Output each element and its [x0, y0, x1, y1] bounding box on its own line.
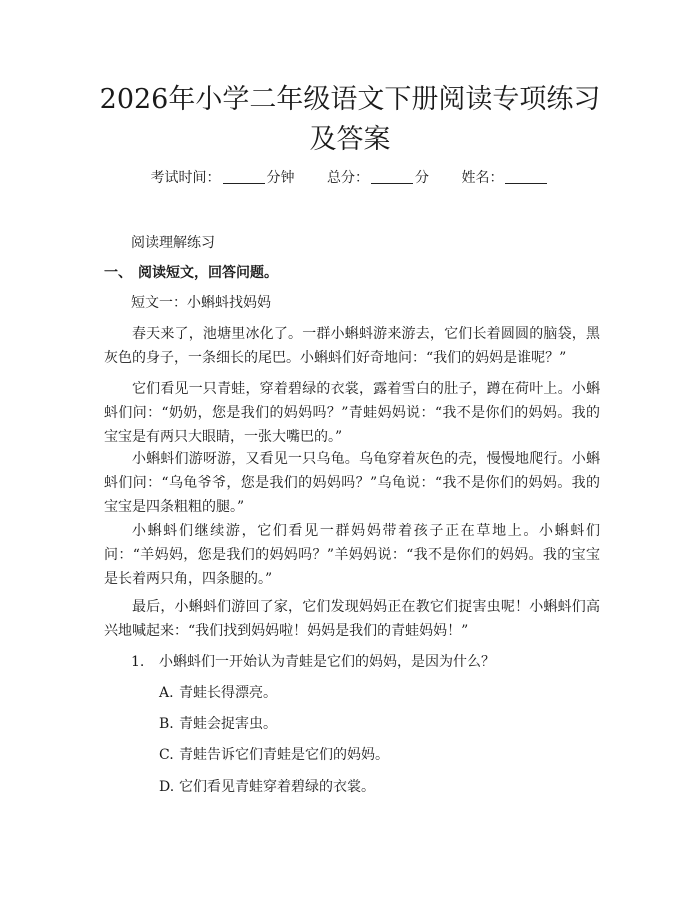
- exam-time-label: 考试时间：: [150, 170, 221, 186]
- student-name-label: 姓名：: [461, 170, 504, 186]
- answer-option-c: [159, 743, 599, 767]
- answer-option-a: [159, 681, 599, 705]
- total-score-blank: [371, 169, 413, 184]
- option-letter: B.: [159, 716, 174, 732]
- exam-time-blank: [223, 169, 265, 184]
- passage-paragraph: 小蝌蚪们游呀游，又看见一只乌龟。乌龟穿着灰色的壳，慢慢地爬行。小蝌蚪们问：“乌龟爷爷，您是我们的妈妈吗？”乌龟说：“我不是你们的妈妈。我的宝宝是四条粗粗的腿。”: [104, 451, 600, 515]
- exam-info-row: [0, 168, 700, 188]
- option-text: 青蛙长得漂亮。: [179, 685, 277, 701]
- option-text: 青蛙告诉它们青蛙是它们的妈妈。: [179, 747, 389, 763]
- student-name-field: [461, 170, 549, 186]
- answer-option-d: [159, 775, 599, 799]
- passage-paragraph: 春天来了，池塘里冰化了。一群小蝌蚪游来游去，它们长着圆圆的脑袋，黑灰色的身子，一条细长的尾巴。小蝌蚪们好奇地问：“我们的妈妈是谁呢？”: [104, 326, 600, 366]
- total-score-field: [327, 170, 429, 186]
- option-text: 它们看见青蛙穿着碧绿的衣裳。: [179, 779, 375, 795]
- passage-paragraph: 小蝌蚪们继续游，它们看见一群妈妈带着孩子正在草地上。小蝌蚪们问：“羊妈妈，您是我们的妈妈吗？”羊妈妈说：“我不是你们的妈妈。我的宝宝是长着两只角，四条腿的。”: [104, 523, 600, 587]
- student-name-blank: [505, 169, 547, 184]
- document-title: 2026年小学二年级语文下册阅读专项练习及答案: [99, 84, 601, 155]
- passage-label: 短文一：小蝌蚪找妈妈: [131, 295, 271, 311]
- total-score-unit: 分: [415, 170, 429, 186]
- option-letter: A.: [159, 685, 174, 701]
- exam-time-unit: 分钟: [266, 170, 295, 186]
- section-heading: [104, 261, 604, 285]
- passage-paragraph: 它们看见一只青蛙，穿着碧绿的衣裳，露着雪白的肚子，蹲在荷叶上。小蝌蚪们问：“奶奶，您是我们的妈妈吗？”青蛙妈妈说：“我不是你们的妈妈。我的宝宝是有两只大眼睛，一张大嘴巴的。”: [104, 381, 600, 445]
- section-heading-text: 阅读短文，回答问题。: [138, 265, 278, 281]
- passage-paragraph: 最后，小蝌蚪们游回了家，它们发现妈妈正在教它们捉害虫呢！小蝌蚪们高兴地喊起来：“我们找到妈妈啦！妈妈是我们的青蛙妈妈！”: [104, 599, 600, 639]
- answer-option-b: [159, 712, 599, 736]
- total-score-label: 总分：: [327, 170, 369, 186]
- question-number: 1.: [131, 654, 145, 670]
- section-number: 一、: [104, 265, 132, 281]
- exam-time-field: [151, 170, 295, 186]
- practice-subtitle: 阅读理解练习: [131, 235, 215, 251]
- option-text: 青蛙会捉害虫。: [179, 716, 277, 732]
- option-letter: D.: [159, 779, 175, 795]
- question-text: 小蝌蚪们一开始认为青蛙是它们的妈妈，是因为什么？: [159, 654, 495, 670]
- option-letter: C.: [159, 747, 174, 763]
- question-item: [131, 650, 601, 674]
